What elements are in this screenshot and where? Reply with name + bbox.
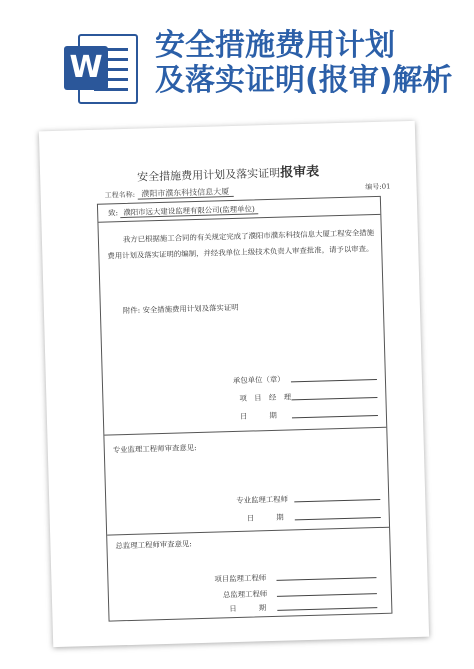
form-table <box>97 196 393 622</box>
supervisor-engineer-line <box>294 499 380 502</box>
chief-date-line <box>277 607 377 611</box>
divider <box>104 427 386 436</box>
contractor-unit-line <box>291 379 377 382</box>
project-engineer-line <box>276 577 376 581</box>
project-manager-label: 项 目 经 理 <box>239 392 292 403</box>
request-paragraph: 我方已根据施工合同的有关规定完成了濮阳市濮东科技信息大厦工程安全措施费用计划及落实证明的编制，并经我单位上级技术负责人审查批准，请予以审查。 <box>107 228 375 261</box>
chief-engineer-line <box>277 593 377 597</box>
document-number: 编号:01 <box>365 182 391 192</box>
project-engineer-label: 项目监理工程师 <box>214 573 267 584</box>
contractor-date-line <box>292 415 378 418</box>
title-suffix: 报审表 <box>279 164 320 181</box>
project-manager-line <box>291 397 377 400</box>
headline <box>155 28 470 98</box>
contractor-unit-label: 承包单位（章） <box>232 374 285 386</box>
addressee-value: 濮阳市远大建设监理有限公司(监理单位) <box>120 204 258 218</box>
document-title <box>40 158 416 187</box>
word-document-icon <box>60 28 140 108</box>
headline-line-2: 及落实证明(报审)解析 <box>155 63 453 98</box>
supervisor-date-label: 日 期 <box>246 512 284 523</box>
chief-date-label: 日 期 <box>229 603 267 614</box>
project-value: 濮阳市濮东科技信息大厦 <box>137 187 233 200</box>
logo-letter: W <box>64 46 108 90</box>
headline-line-1: 安全措施费用计划 <box>155 28 395 63</box>
divider <box>107 527 389 536</box>
contractor-date-label: 日 期 <box>239 410 277 421</box>
title-main: 安全措施费用计划及落实证明 <box>136 166 281 184</box>
supervisor-engineer-label: 专业监理工程师 <box>236 494 289 505</box>
project-label: 工程名称: <box>104 190 136 200</box>
addressee-label: 致: <box>108 208 119 218</box>
chief-opinion-label: 总监理工程师审查意见: <box>115 539 192 551</box>
banner <box>0 0 474 118</box>
attachment-line: 附件: 安全措施费用计划及落实证明 <box>122 302 239 316</box>
document-page <box>39 121 429 647</box>
supervisor-opinion-label: 专业监理工程师审查意见: <box>112 443 197 455</box>
chief-engineer-label: 总监理工程师 <box>222 589 268 600</box>
supervisor-date-line <box>295 517 381 520</box>
project-name <box>105 186 234 201</box>
